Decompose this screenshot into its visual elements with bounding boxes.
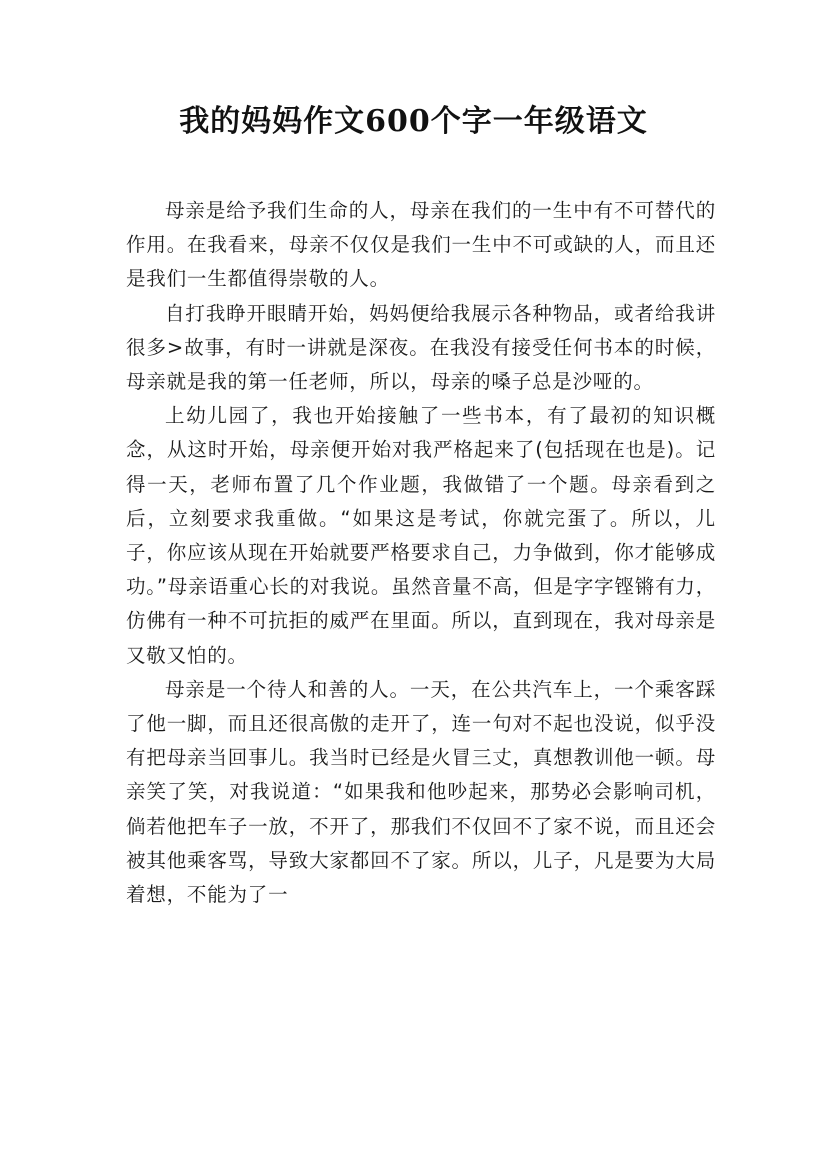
paragraph-3: 上幼儿园了，我也开始接触了一些书本，有了最初的知识概念，从这时开始，母亲便开始对我严格起来了(包括现在也是)。记得一天，老师布置了几个作业题，我做错了一个题。母亲看到之后，立刻要求我重做。“如果这是考试，你就完蛋了。所以，儿子，你应该从现在开始就要严格要求自己，力争做到，你才能够成功。”母亲语重心长的对我说。虽然音量不高，但是字字铿锵有力，仿佛有一种不可抗拒的威严在里面。所以，直到现在，我对母亲是又敬又怕的。 [126,404,716,667]
paragraph-2: 自打我睁开眼睛开始，妈妈便给我展示各种物品，或者给我讲很多>故事，有时一讲就是深夜。在我没有接受任何书本的时候，母亲就是我的第一任老师，所以，母亲的嗓子总是沙哑的。 [126,301,716,394]
paragraph-4: 母亲是一个待人和善的人。一天，在公共汽车上，一个乘客踩了他一脚，而且还很高傲的走开了，连一句对不起也没说，似乎没有把母亲当回事儿。我当时已经是火冒三丈，真想教训他一顿。母亲笑了笑，对我说道：“如果我和他吵起来，那势必会影响司机，倘若他把车子一放，不开了，那我们不仅回不了家不说，而且还会被其他乘客骂，导致大家都回不了家。所以，儿子，凡是要为大局着想，不能为了一 [126,677,716,907]
essay-body [126,194,716,912]
paragraph-1: 母亲是给予我们生命的人，母亲在我们的一生中有不可替代的作用。在我看来，母亲不仅仅是我们一生中不可或缺的人，而且还是我们一生都值得崇敬的人。 [126,199,716,291]
document-title: 我的妈妈作文600个字一年级语文 [179,104,648,139]
